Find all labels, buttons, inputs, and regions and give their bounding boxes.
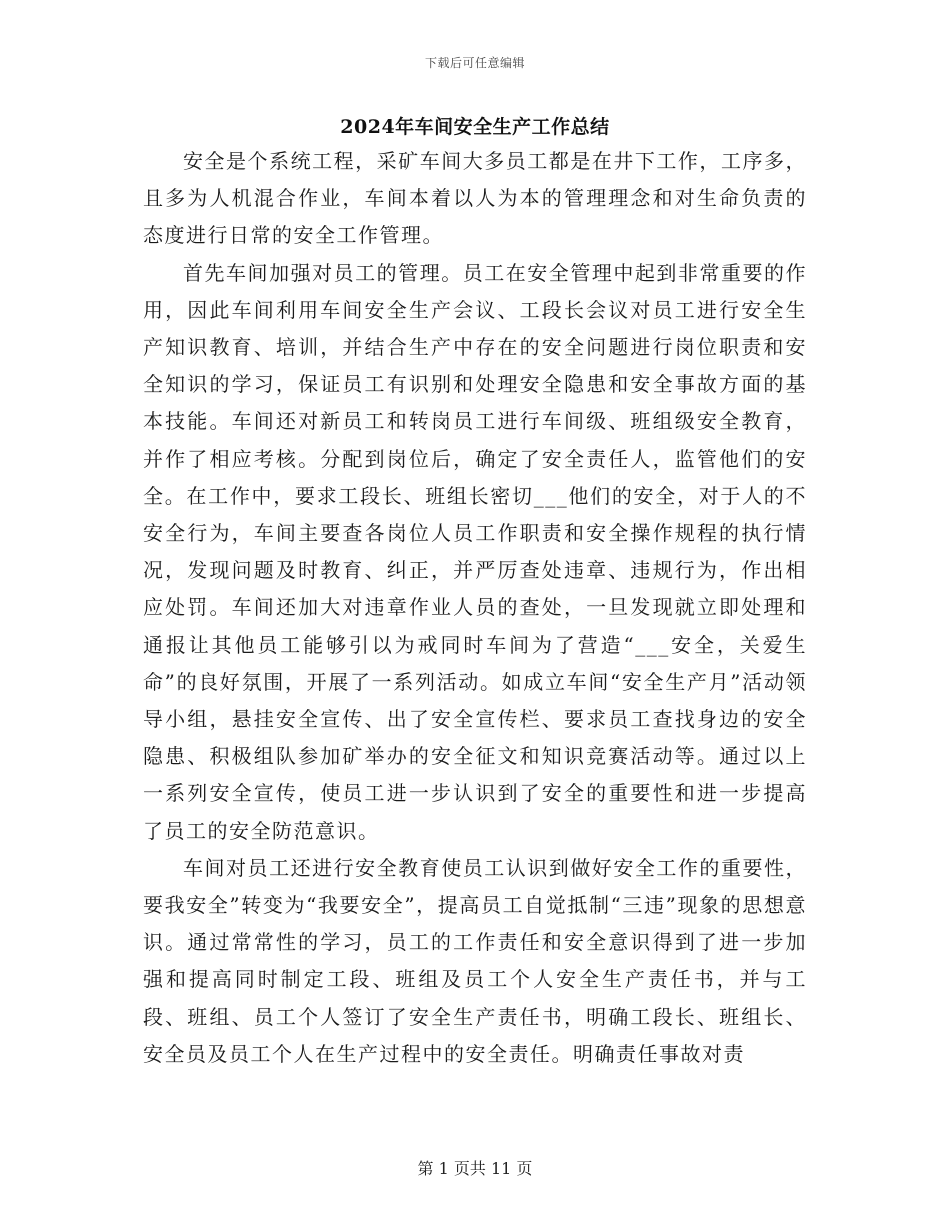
page-header-note: 下载后可任意编辑 [424,56,525,70]
document-title: 2024年车间安全生产工作总结 [340,116,610,138]
page-number-footer: 第 1 页共 11 页 [417,1159,533,1178]
paragraph-safety-education: 车间对员工还进行安全教育使员工认识到做好安全工作的重要性，要我安全”转变为“我要安全”，提高员工自觉抵制“三违”现象的思想意识。通过常常性的学习，员工的工作责任和安全意识得到了进一步加强和提高同时制定工段、班组及员工个人安全生产责任书，并与工段、班组、员工个人签订了安全生产责任书，明确工段长、班组长、安全员及员工个人在生产过程中的安全责任。明确责任事故对责 [143,855,807,1066]
paragraph-intro: 安全是个系统工程，采矿车间大多员工都是在井下工作，工序多，且多为人机混合作业，车间本着以人为本的管理理念和对生命负责的态度进行日常的安全工作管理。 [143,149,807,248]
paragraph-staff-management: 首先车间加强对员工的管理。员工在安全管理中起到非常重要的作用，因此车间利用车间安全生产会议、工段长会议对员工进行安全生产知识教育、培训，并结合生产中存在的安全问题进行岗位职责和安全知识的学习，保证员工有识别和处理安全隐患和安全事故方面的基本技能。车间还对新员工和转岗员工进行车间级、班组级安全教育，并作了相应考核。分配到岗位后，确定了安全责任人，监管他们的安全。在工作中，要求工段长、班组长密切___他们的安全，对于人的不安全行为，车间主要查各岗位人员工作职责和安全操作规程的执行情况，发现问题及时教育、纠正，并严厉查处违章、违规行为，作出相应处罚。车间还加大对违章作业人员的查处，一旦发现就立即处理和通报让其他员工能够引以为戒同时车间为了营造“___安全，关爱生命”的良好氛围，开展了一系列活动。如成立车间“安全生产月”活动领导小组，悬挂安全宣传、出了安全宣传栏、要求员工查找身边的安全隐患、积极组队参加矿举办的安全征文和知识竞赛活动等。通过以上一系列安全宣传，使员工进一步认识到了安全的重要性和进一步提高了员工的安全防范意识。 [143,260,807,843]
document-body [143,143,807,1073]
